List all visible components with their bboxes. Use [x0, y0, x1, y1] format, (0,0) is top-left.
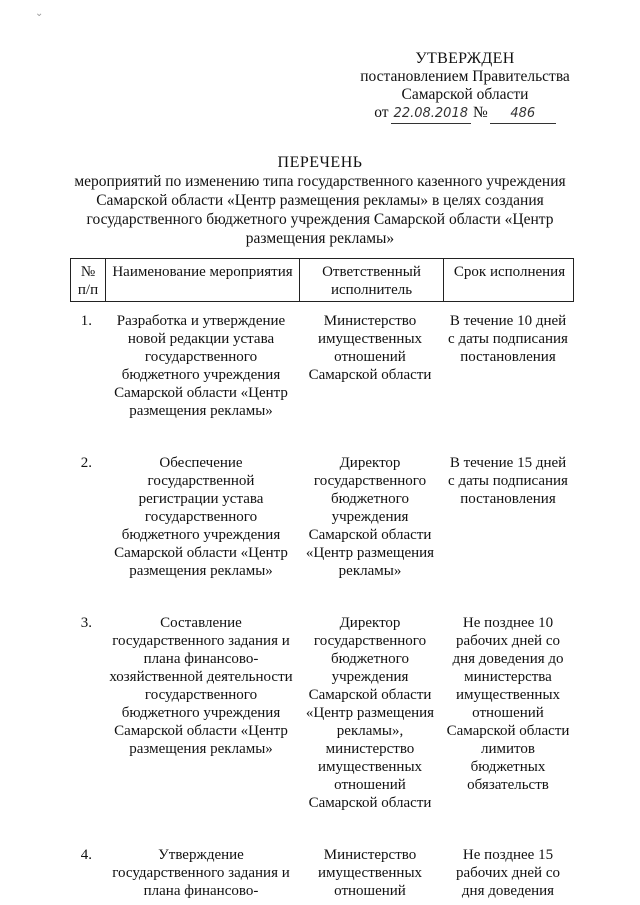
document-subtitle: мероприятий по изменению типа государственного казенного учреждения Самарской области «Центр размещения рекламы» в целях создания государственного бюджетного учреждения Самарской области «Центр размещения рекламы»: [74, 173, 566, 247]
approval-line-2: Самарской области: [401, 86, 529, 103]
row-deadline: Не позднее 15 рабочих дней со дня доведения: [456, 847, 560, 899]
row-deadline: В течение 10 дней с даты подписания постановления: [448, 313, 568, 365]
header-number: № п/п: [77, 264, 99, 298]
row-executor: Директор государственного бюджетного учреждения Самарской области «Центр размещения рекламы»: [305, 455, 435, 579]
table-row: [70, 312, 574, 420]
row-name: Разработка и утверждение новой редакции устава государственного бюджетного учреждения Самарской области «Центр размещения рекламы»: [114, 313, 288, 419]
row-name: Обеспечение государственной регистрации устава государственного бюджетного учреждения Самарской области «Центр размещения рекламы»: [114, 455, 288, 579]
measures-table: [70, 258, 574, 900]
row-executor: Министерство имущественных отношений Самарской области: [308, 313, 432, 383]
header-deadline: Срок исполнения: [443, 259, 575, 301]
header-name: Наименование мероприятия: [105, 259, 299, 301]
handwritten-date: 22.08.2018: [391, 105, 471, 124]
number-sign: №: [472, 104, 488, 121]
row-deadline: В течение 15 дней с даты подписания постановления: [448, 455, 568, 507]
row-name: Утверждение государственного задания и плана финансово-: [112, 847, 290, 899]
table-row: [70, 454, 574, 580]
row-executor: Директор государственного бюджетного учреждения Самарской области «Центр размещения рекламы», министерство имущественных отношений Самарской области: [305, 615, 435, 811]
document-heading: [60, 153, 580, 248]
row-number: 1.: [80, 313, 92, 329]
handwritten-number: 486: [490, 105, 556, 124]
approval-line-1: постановлением Правительства: [360, 68, 570, 85]
row-number: 3.: [80, 615, 92, 631]
header-executor: Ответственный исполнитель: [299, 259, 443, 301]
row-number: 4.: [80, 847, 92, 863]
row-deadline: Не позднее 10 рабочих дней со дня доведения до министерства имущественных отношений Самарской области лимитов бюджетных обязательств: [446, 615, 570, 793]
scan-mark: ⌄: [35, 8, 44, 19]
document-title: ПЕРЕЧЕНЬ: [277, 154, 363, 171]
row-executor: Министерство имущественных отношений: [317, 847, 423, 899]
table-row: [70, 846, 574, 900]
row-number: 2.: [80, 455, 92, 471]
table-row: [70, 614, 574, 812]
approval-block: [340, 50, 590, 124]
row-name: Составление государственного задания и плана финансово-хозяйственной деятельности государственного бюджетного учреждения Самарской области «Центр размещения рекламы»: [109, 615, 293, 757]
approval-title: УТВЕРЖДЕН: [415, 50, 515, 67]
date-prefix: от: [374, 104, 389, 121]
table-header: [70, 258, 574, 302]
approval-date-line: [340, 104, 590, 124]
